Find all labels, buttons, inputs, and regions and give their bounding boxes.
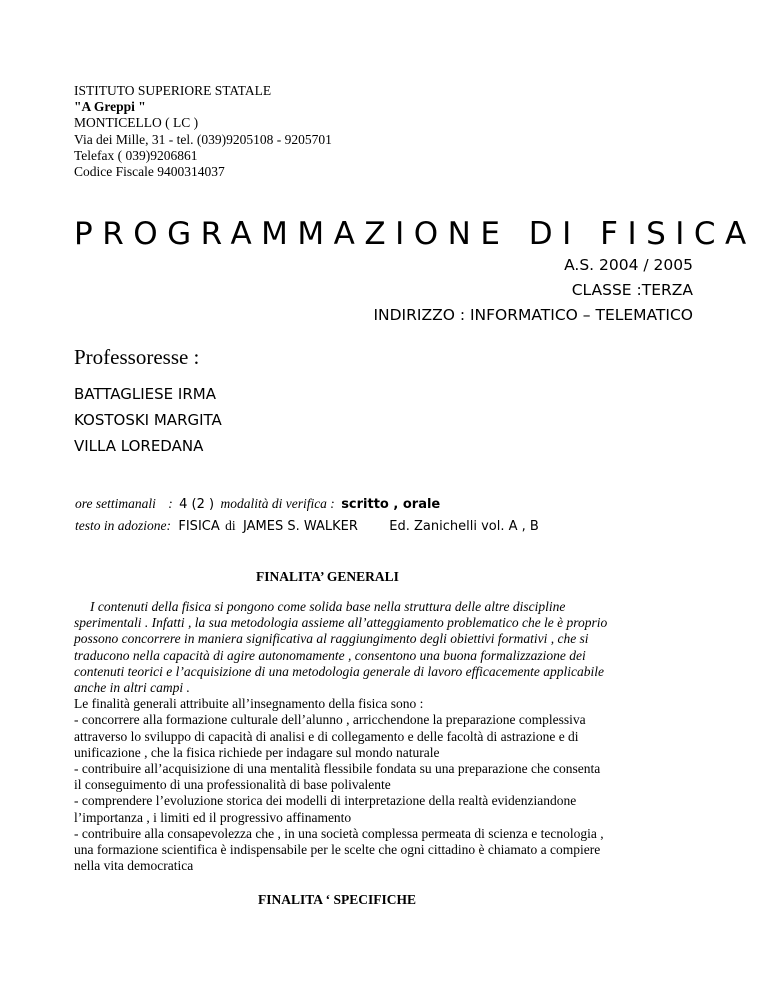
school-tax-code: Codice Fiscale 9400314037 <box>74 164 225 180</box>
body-line: nella vita democratica <box>74 858 194 874</box>
intro-line: traducono nella capacità di agire autonomamente , consentono una buona formalizzazione dei <box>74 647 586 663</box>
general-aims-text <box>74 599 694 874</box>
textbook-publisher: Ed. Zanichelli vol. A , B <box>389 519 539 534</box>
specific-aims-heading: FINALITA ‘ SPECIFICHE <box>258 892 417 907</box>
school-name: "A Greppi " <box>74 99 146 115</box>
body-line: - concorrere alla formazione culturale dell’alunno , arricchendone la preparazione complessiva <box>74 712 586 728</box>
weekly-hours-value: 4 (2 ) <box>179 497 215 512</box>
professor-name: KOSTOSKI MARGITA <box>74 411 222 429</box>
textbook-di: di <box>225 518 236 533</box>
colon: : <box>168 496 173 511</box>
course-track: INDIRIZZO : INFORMATICO – TELEMATICO <box>373 306 693 324</box>
body-line: - comprendere l’evoluzione storica dei modelli di interpretazione della realtà evidenziandone <box>74 793 577 809</box>
assessment-value: scritto , orale <box>341 497 441 512</box>
professors-list <box>74 381 222 459</box>
textbook-title: FISICA <box>178 519 220 534</box>
general-aims-heading: FINALITA’ GENERALI <box>256 569 399 584</box>
body-line: l’importanza , i limiti ed il progressivo affinamento <box>74 809 352 825</box>
intro-line: I contenuti della fisica si pongono come solida base nella struttura delle altre discipline <box>90 599 566 614</box>
body-line: attraverso lo sviluppo di capacità di analisi e di collegamento e delle facoltà di astrazione e di <box>74 728 579 744</box>
school-header <box>74 83 332 180</box>
body-line: il conseguimento di una professionalità di base polivalente <box>74 777 391 793</box>
professor-name: BATTAGLIESE IRMA <box>74 385 216 403</box>
professors-label: Professoresse : <box>74 345 200 369</box>
weekly-hours-label: ore settimanali <box>75 496 156 511</box>
assessment-label: modalità di verifica : <box>220 496 335 511</box>
school-town: MONTICELLO ( LC ) <box>74 115 199 131</box>
textbook-label: testo in adozione: <box>75 518 171 533</box>
school-fax: Telefax ( 039)9206861 <box>74 147 198 163</box>
weekly-hours-row <box>75 496 440 512</box>
intro-line: anche in altri campi . <box>74 680 190 696</box>
textbook-row <box>75 518 539 534</box>
textbook-author: JAMES S. WALKER <box>243 519 358 534</box>
body-line: una formazione scientifica è indispensabile per le scelte che ogni cittadino è chiamato a compiere <box>74 842 601 858</box>
class-details <box>373 253 693 328</box>
body-line: - contribuire alla consapevolezza che , in una società complessa permeata di scienza e tecnologia , <box>74 825 604 841</box>
professor-name: VILLA LOREDANA <box>74 437 204 455</box>
intro-line: contenuti teorici e l’acquisizione di una metodologia generale di lavoro efficacemente applicabile <box>74 663 604 679</box>
class-level: CLASSE :TERZA <box>571 281 693 299</box>
body-line: - contribuire all’acquisizione di una mentalità flessibile fondata su una preparazione che consenta <box>74 761 601 777</box>
body-line: Le finalità generali attribuite all’insegnamento della fisica sono : <box>74 696 424 712</box>
school-year: A.S. 2004 / 2005 <box>564 256 693 274</box>
intro-line: sperimentali . Infatti , la sua metodologia assieme all’atteggiamento problematico che le è proprio <box>74 615 608 631</box>
intro-line: possono concorrere in maniera significativa al raggiungimento degli obiettivi formativi , che si <box>74 631 589 647</box>
school-address: Via dei Mille, 31 - tel. (039)9205108 - 9205701 <box>74 131 332 147</box>
school-type: ISTITUTO SUPERIORE STATALE <box>74 83 272 98</box>
body-line: unificazione , che la fisica richiede per indagare sul mondo naturale <box>74 744 440 760</box>
document-title: PROGRAMMAZIONE DI FISICA <box>74 216 756 252</box>
